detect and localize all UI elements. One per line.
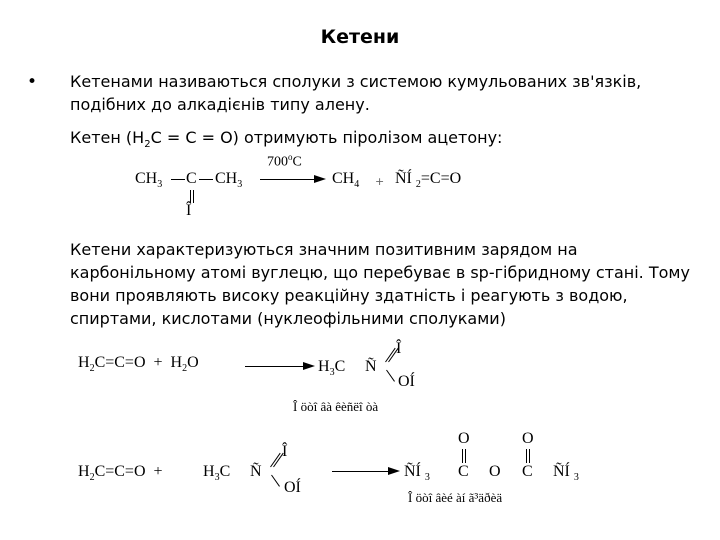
r3-product-c1: C bbox=[458, 463, 469, 480]
r3-reagent-o-top: Î bbox=[282, 443, 288, 460]
r2-product-oh: OÍ bbox=[398, 373, 415, 390]
r3-arrow bbox=[332, 471, 390, 472]
r2-reactants: $H_2C=C=O + H_2O$ bbox=[78, 354, 199, 375]
p2-subscript: 2 bbox=[144, 139, 151, 151]
r3-product-ch3-right: ÑÍ $_3$ bbox=[553, 463, 579, 484]
r2-arrow bbox=[245, 366, 305, 367]
r1-product-methane: $CH_4$ bbox=[332, 170, 360, 191]
r1-bond-right bbox=[199, 179, 213, 180]
r1-double-bond-b bbox=[193, 190, 194, 203]
r1-oxygen: Î bbox=[186, 202, 192, 219]
r1-product-ketene: ÑÍ $_2$=C=O bbox=[395, 170, 462, 191]
paragraph-preparation bbox=[70, 126, 700, 156]
r1-ch3-left: $CH_3$ bbox=[135, 170, 163, 191]
r1-condition: 700$^o$C bbox=[267, 152, 302, 170]
r3-double-bond-1b bbox=[465, 449, 466, 463]
r2-product-ch3: $H_3C$ bbox=[318, 358, 346, 379]
r3-product-o2: O bbox=[522, 430, 534, 447]
r1-plus: + bbox=[375, 175, 385, 188]
r3-reagent-ch3: $H_3C$ bbox=[203, 463, 231, 484]
r3-caption: Î öòî âèé àí ã³äðèä bbox=[408, 490, 503, 505]
r3-reagent-carbon: Ñ bbox=[250, 463, 262, 480]
r3-reagent-oh: OÍ bbox=[284, 479, 301, 496]
r1-arrow bbox=[260, 179, 316, 180]
r3-double-bond-2a bbox=[526, 449, 527, 463]
r3-product-o1: O bbox=[458, 430, 470, 447]
r2-arrow-head bbox=[303, 362, 315, 370]
r3-product-ch3-left: ÑÍ $_3$ bbox=[404, 463, 430, 484]
r1-ch3-right: $CH_3$ bbox=[215, 170, 243, 191]
r1-arrow-head bbox=[314, 175, 326, 183]
r3-product-o-bridge: O bbox=[489, 463, 501, 480]
r3-arrow-head bbox=[388, 467, 400, 475]
paragraph-reactivity: Кетени характеризуються значним позитивним зарядом на карбонільному атомі вуглецю, що перебуває в sp-гібридному стані. Тому вони проявляють високу реакційну здатність і реагують з водою, спиртами, кислотами (нуклеофільними сполуками) bbox=[70, 240, 690, 328]
p2-prefix: Кетен (H bbox=[70, 128, 145, 147]
bullet-marker: • bbox=[27, 72, 38, 92]
r1-bond-left bbox=[171, 179, 185, 180]
page-title: Кетени bbox=[320, 26, 400, 48]
paragraph-definition: Кетенами називаються сполуки з системою кумульованих зв'язків, подібних до алкадієнів типу алену. bbox=[70, 72, 642, 114]
p2-suffix: C = C = O) отримують піролізом ацетону: bbox=[150, 128, 503, 147]
r1-c-center: C bbox=[186, 170, 197, 187]
r3-bond-down bbox=[271, 475, 280, 487]
r2-bond-down bbox=[386, 370, 395, 382]
r3-double-bond-1a bbox=[462, 449, 463, 463]
r3-reactant: $H_2C=C=O$ + bbox=[78, 463, 163, 484]
r2-caption: Î öòî âà êèñëî òà bbox=[293, 399, 379, 414]
r2-product-carbon: Ñ bbox=[365, 358, 377, 375]
r3-double-bond-2b bbox=[529, 449, 530, 463]
r3-product-c2: C bbox=[522, 463, 533, 480]
r2-product-o-top: Î bbox=[396, 340, 402, 357]
